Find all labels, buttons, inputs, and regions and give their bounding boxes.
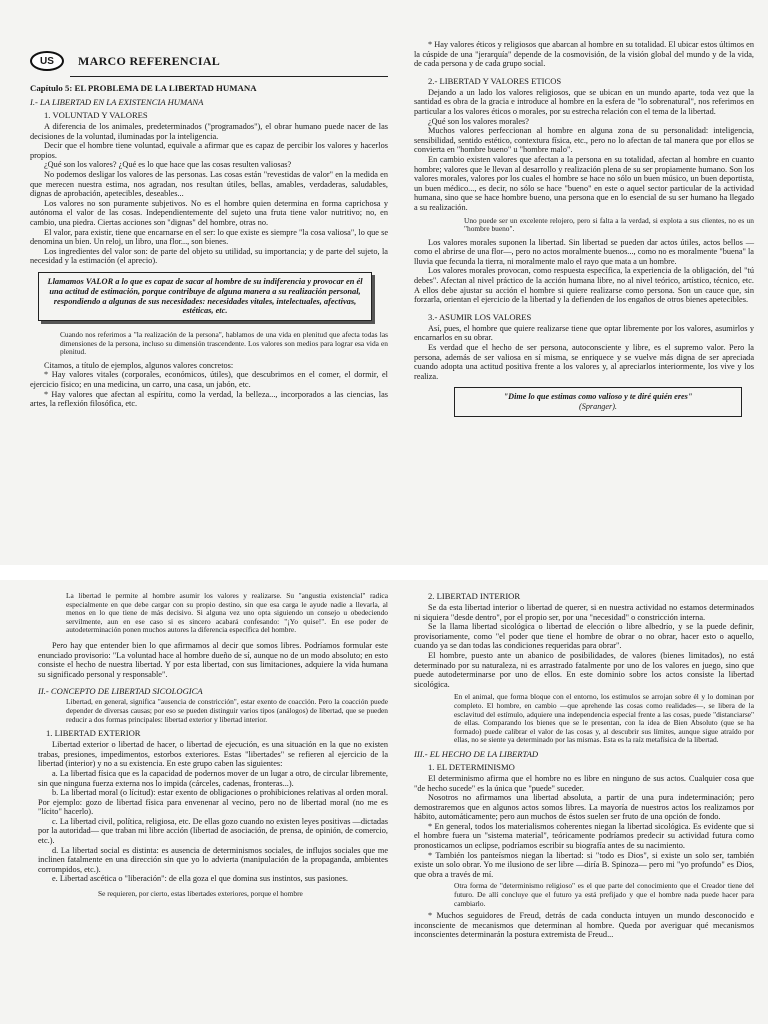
paragraph: El determinismo afirma que el hombre no es libre en ninguno de sus actos. Cualquier cosa que "de hecho sucede" es la única que "puede" suceder.: [414, 773, 754, 793]
header-rule: [70, 76, 388, 77]
paragraph: El hombre, puesto ante un abanico de posibilidades, de valores (bienes limitados), no está determinado por su naturaleza, ni es arrastrado fatalmente por uno de los valores en juego, sino que puede autodeterminarse por uno de ellos. En este dominio sobre los actos consiste la libertad sicológica.: [414, 650, 754, 689]
quote: Uno puede ser un excelente relojero, pero si falta a la verdad, si explota a sus clientes, no es un "hombre bueno".: [464, 215, 754, 234]
paragraph: Dejando a un lado los valores religiosos, que se ubican en un mundo aparte, toda vez que la santidad es obra de la gracia e introduce al hombre en la esfera de "lo sobrenatural", nos referimos en particular a los valores éticos o morales, por su estrecha relación con el tema de la libertad.: [414, 87, 754, 116]
paragraph: * También los panteísmos niegan la libertad: si "todo es Dios", si existe un solo ser, también existe un solo obrar. Yo me ilusiono de ser libre —diría B. Spinoza— pero mi "yo profundo" es Dios, que obra a través de mí.: [414, 850, 754, 879]
page-header: [30, 46, 388, 76]
paragraph: Se la llama libertad sicológica o libertad de elección o libre albedrío, y se la puede definir, provisoriamente, como "el poder que tiene el hombre de obrar o no obrar, hacer esto o aquello, cuando ya se dan todas las condiciones requeridas para obrar".: [414, 622, 754, 651]
paragraph: Los valores morales suponen la libertad. Sin libertad se pueden dar actos útiles, actos bellos —como el abrirse de una flor—, pero no actos moralmente buenos..., como no es moralmente "buena" la lluvia que fecunda la tierra, ni moralmente malo el rayo que mata a un hombre.: [414, 237, 754, 266]
header-title: MARCO REFERENCIAL: [78, 53, 221, 68]
paragraph: El valor, para existir, tiene que encarnarse en el ser: lo que existe es siempre "la cosa valiosa", lo que se denomina un bien. Un reloj, un libro, una flor..., son bienes.: [30, 227, 388, 247]
paragraph: No podemos desligar los valores de las personas. Las cosas están "revestidas de valor" en la medida en que merecen nuestra estima, nos agradan, nos resultan útiles, bellas, amables, verdaderas, saludables, dignas de aprobación, apetecibles, deseables...: [30, 169, 388, 199]
subsection-title: 3.- ASUMIR LOS VALORES: [428, 311, 532, 322]
list-item: d. La libertad social es distinta: es ausencia de determinismos sociales, de influjos sociales que me inclinen fatalmente en una dirección sin que yo lo advierta (manipulación de la propaganda, ambientes corrompidos, etc.).: [38, 845, 388, 874]
page-4: [400, 580, 768, 1024]
paragraph: * Muchos seguidores de Freud, detrás de cada conducta intuyen un mundo desconocido e inconsciente de mecanismos que determinan al hombre. Queda por averiguar qué mecanismos inconscientes determinarán la postura extremista de Freud...: [414, 911, 754, 940]
section-title: II.- CONCEPTO DE LIBERTAD SICOLOGICA: [38, 686, 203, 697]
paragraph: Pero hay que entender bien lo que afirmamos al decir que somos libres. Podríamos formular este enunciado provisorio: "La voluntad hace al hombre dueño de sí, aunque no de un modo absoluto; en esto consiste el hecho de nuestra libertad. Y por esta libertad, con sus limitaciones, adquiere la vida humana su significado personal y responsable".: [38, 640, 388, 679]
paragraph: Muchos valores perfeccionan al hombre en alguna zona de su personalidad: inteligencia, sensibilidad, sentido estético, contextura física, etc., pero no lo afectan de tal manera que por ellos se convierta en "hombre bueno" u "hombre malo".: [414, 126, 754, 155]
page-2: [400, 0, 768, 565]
note: Cuando nos referimos a "la realización de la persona", hablamos de una vida en plenitud que afecta todas las dimensiones de la persona, incluso su dimensión trascendente. Los valores son medios para lograr esa vida en plenitud.: [60, 330, 388, 357]
paragraph: Decir que el hombre tiene voluntad, equivale a afirmar que es capaz de percibir los valores y hacerlos propios.: [30, 141, 388, 160]
paragraph: Se requieren, por cierto, estas libertades exteriores, porque el hombre: [98, 889, 303, 899]
quote-box-author: (Spranger).: [579, 402, 617, 411]
list-item: c. La libertad civil, política, religiosa, etc. De ellas gozo cuando no existen leyes positivas —dictadas por la autoridad— que traban mi libre acción (libertad de asociación, de prensa, de opinión, de comercio, etc.).: [38, 816, 388, 846]
bullet-item: * Hay valores éticos y religiosos que abarcan al hombre en su totalidad. El ubicar estos últimos en la cúspide de una "jerarquía" depende de la cosmovisión, de la visión global del mundo y de la vida, de cada persona y de cada grupo social.: [414, 40, 754, 69]
paragraph: A diferencia de los animales, predeterminados ("programados"), el obrar humano puede nacer de las decisiones de la voluntad, iluminadas por la inteligencia.: [30, 122, 388, 141]
paragraph: Es verdad que el hecho de ser persona, autoconsciente y libre, es el supremo valor. Pero la persona, además de ser valiosa en sí misma, se enriquece y se vuelve más digna de ser apreciada cuando adopta una actitud positiva frente a los valores y, al apreciarlos interiormente, los vive y los realiza.: [414, 343, 754, 381]
subsection-title: 2. LIBERTAD INTERIOR: [428, 591, 521, 601]
paragraph: Los ingredientes del valor son: de parte del objeto su utilidad, su importancia; y de parte del sujeto, la necesidad y la estimación (el aprecio).: [30, 246, 388, 266]
bullet-item: * Hay valores vitales (corporales, económicos, útiles), que descubrimos en el comer, el dormir, el ejercicio físico; en una medicina, un carro, una casa, un jabón, etc.: [30, 370, 388, 390]
paragraph: * En general, todos los materialismos coherentes niegan la libertad sicológica. Es evidente que si el hombre fuera un "sistema material", teóricamente podríamos predecir su actividad futura como pronosticamos un eclipse, podríamos escribir su biografía antes de su nacimiento.: [414, 821, 754, 851]
page-1: [0, 0, 400, 565]
quote: En el animal, que forma bloque con el entorno, los estímulos se arrojan sobre él y lo dominan por completo. El hombre, en cambio —que aprehende las cosas como realidades—, se libera de la esclavitud del estímulo, adquiere una independencia especial frente a las cosas, puede "distanciarse" de ellas. Comparando los bienes que se le presentan, con la idea de Bien Absoluto (que se ha formado) puede calibrar el valor de las cosas y, al descubrir sus límites, aunque sigue atraído por ellas, no se siente ya determinado por las mismas. Esta es la raíz metafísica de la libertad.: [454, 692, 754, 745]
paragraph: Los valores morales provocan, como respuesta específica, la experiencia de la obligación, del "tú debes". Afectan al nivel práctico de la acción humana libre, no al nivel teórico, artístico, técnico, etc. A ellos debe ajustar su acción el hombre si quiere realizarse como persona. Son un cauce que, sin forzarla, orientan el ejercicio de la libertad y la defienden de los engaños de otros bienes apetecibles.: [414, 266, 754, 305]
bullet-item: * Hay valores que afectan al espíritu, como la verdad, la belleza..., incorporados a las ciencias, las artes, la reflexión filosófica, etc.: [30, 389, 388, 409]
subsection-title: 1. VOLUNTAD Y VALORES: [44, 110, 148, 120]
paragraph: Citamos, a título de ejemplos, algunos valores concretos:: [44, 360, 234, 370]
paragraph: Nosotros no afirmamos una libertad absoluta, a partir de una pura indeterminación; pero demostraremos que en algunos actos somos libres. La mayoría de nuestros actos los realizamos por hábito, automáticamente; pero aun muchos de éstos suelen ser fruto de una opción de fondo.: [414, 793, 754, 822]
quote: La libertad le permite al hombre asumir los valores y realizarse. Su "angustia existencial" radica especialmente en que debe cargar con su propio destino, sin que esa carga le ayude nadie a llevarla, al menos en lo que tiene de más decisivo. Si alguna vez uno opta siguiendo un consejo u obedeciendo servilmente, aun en ese caso si es sincero acabará confesando: "¡Yo quise!". En ese poder de autodeterminación ponen muchos autores la diferencia específica del hombre.: [66, 591, 388, 635]
page-3: [0, 580, 400, 1024]
paragraph: En cambio existen valores que afectan a la persona en su totalidad, afectan al hombre en cuanto hombre; valores que le llevan al desarrollo y realización plena de su ser propiamente humano. Son los valores morales, valores por los cuales el hombre se hace no sólo un buen músico, un buen deportista, un buen médico..., es decir, no sólo se hace "bueno" en este o aquel sector particular de la actividad humana, sino que se hace hombre bueno, una persona que en lo esencial de su ser humano ha llegado a su realización.: [414, 154, 754, 212]
subsection-title: 1. EL DETERMINISMO: [428, 761, 515, 772]
definition-box: Llamamos VALOR a lo que es capaz de sacar al hombre de su indiferencia y provocar en él una actitud de estimación, porque contribuye de alguna manera a su realización personal, respondiendo a algunas de sus necesidades: necesidades vitales, intelectuales, afectivas, estéticas, etc.: [38, 272, 372, 321]
paragraph: Los valores no son puramente subjetivos. No es el hombre quien determina en forma caprichosa y autónoma el valor de las cosas. Independientemente del sujeto una fruta tiene valor nutritivo; no, en cambio, una piedra. Ciertas acciones son "dignas" del hombre, otras no.: [30, 198, 388, 227]
subsection-title: 2.- LIBERTAD Y VALORES ETICOS: [428, 75, 562, 86]
quote: Libertad, en general, significa "ausencia de constricción", estar exento de coacción. Pero la coacción puede depender de diversas causas; por eso se pueden distinguir varios tipos (análogos) de libertad, que se pueden reducir a dos formas principales: libertad exterior y libertad interior.: [66, 697, 388, 724]
section-title: III.- EL HECHO DE LA LIBERTAD: [414, 748, 539, 759]
paragraph: ¿Qué son los valores morales?: [428, 116, 529, 126]
list-item: a. La libertad física que es la capacidad de podernos mover de un lugar a otro, de circular libremente, sin que ninguna fuerza externa nos lo impida (cárceles, cadenas, fronteras...).: [38, 768, 388, 788]
quote-box: [454, 387, 742, 416]
quote-box-text: "Dime lo que estimas como valioso y te diré quién eres": [503, 392, 693, 402]
quote: Otra forma de "determinismo religioso" es el que parte del conocimiento que el Creador tiene del futuro. De allí concluye que el futuro ya está prefijado y que el hombre nada puede hacer para cambiarlo.: [454, 881, 754, 908]
subsection-title: 1. LIBERTAD EXTERIOR: [46, 728, 141, 739]
section-title: I.- LA LIBERTAD EN LA EXISTENCIA HUMANA: [30, 97, 204, 107]
paragraph: Así, pues, el hombre que quiere realizarse tiene que optar libremente por los valores, asumirlos y encarnarlos en su obrar.: [414, 323, 754, 343]
chapter-title: Capítulo 5: EL PROBLEMA DE LA LIBERTAD HUMANA: [30, 83, 257, 93]
paragraph: Se da esta libertad interior o libertad de querer, si en nuestra actividad no estamos determinados ni siquiera "desde dentro", por el propio ser, por una "necesidad" o constricción interna.: [414, 603, 754, 622]
list-item: e. Libertad ascética o "liberación": de ella goza el que domina sus instintos, sus pasiones.: [52, 874, 348, 884]
paragraph: Libertad exterior o libertad de hacer, o libertad de ejecución, es una situación en la que no existen trabas, presiones, impedimentos, estorbos exteriores. Estas "libertades" se refieren al ejercicio de la libertad (interior) y no a su existencia. En este grupo caben las siguientes:: [38, 740, 388, 769]
paragraph: ¿Qué son los valores? ¿Qué es lo que hace que las cosas resulten valiosas?: [44, 160, 292, 170]
institution-logo: US: [30, 51, 64, 71]
list-item: b. La libertad moral (o lícitud): estar exento de obligaciones o prohibiciones relativas al orden moral. Por ejemplo: gozo de libertad física para envenenar al vecino, pero no de libertad moral (no me es "lícito" hacerlo).: [38, 788, 388, 817]
